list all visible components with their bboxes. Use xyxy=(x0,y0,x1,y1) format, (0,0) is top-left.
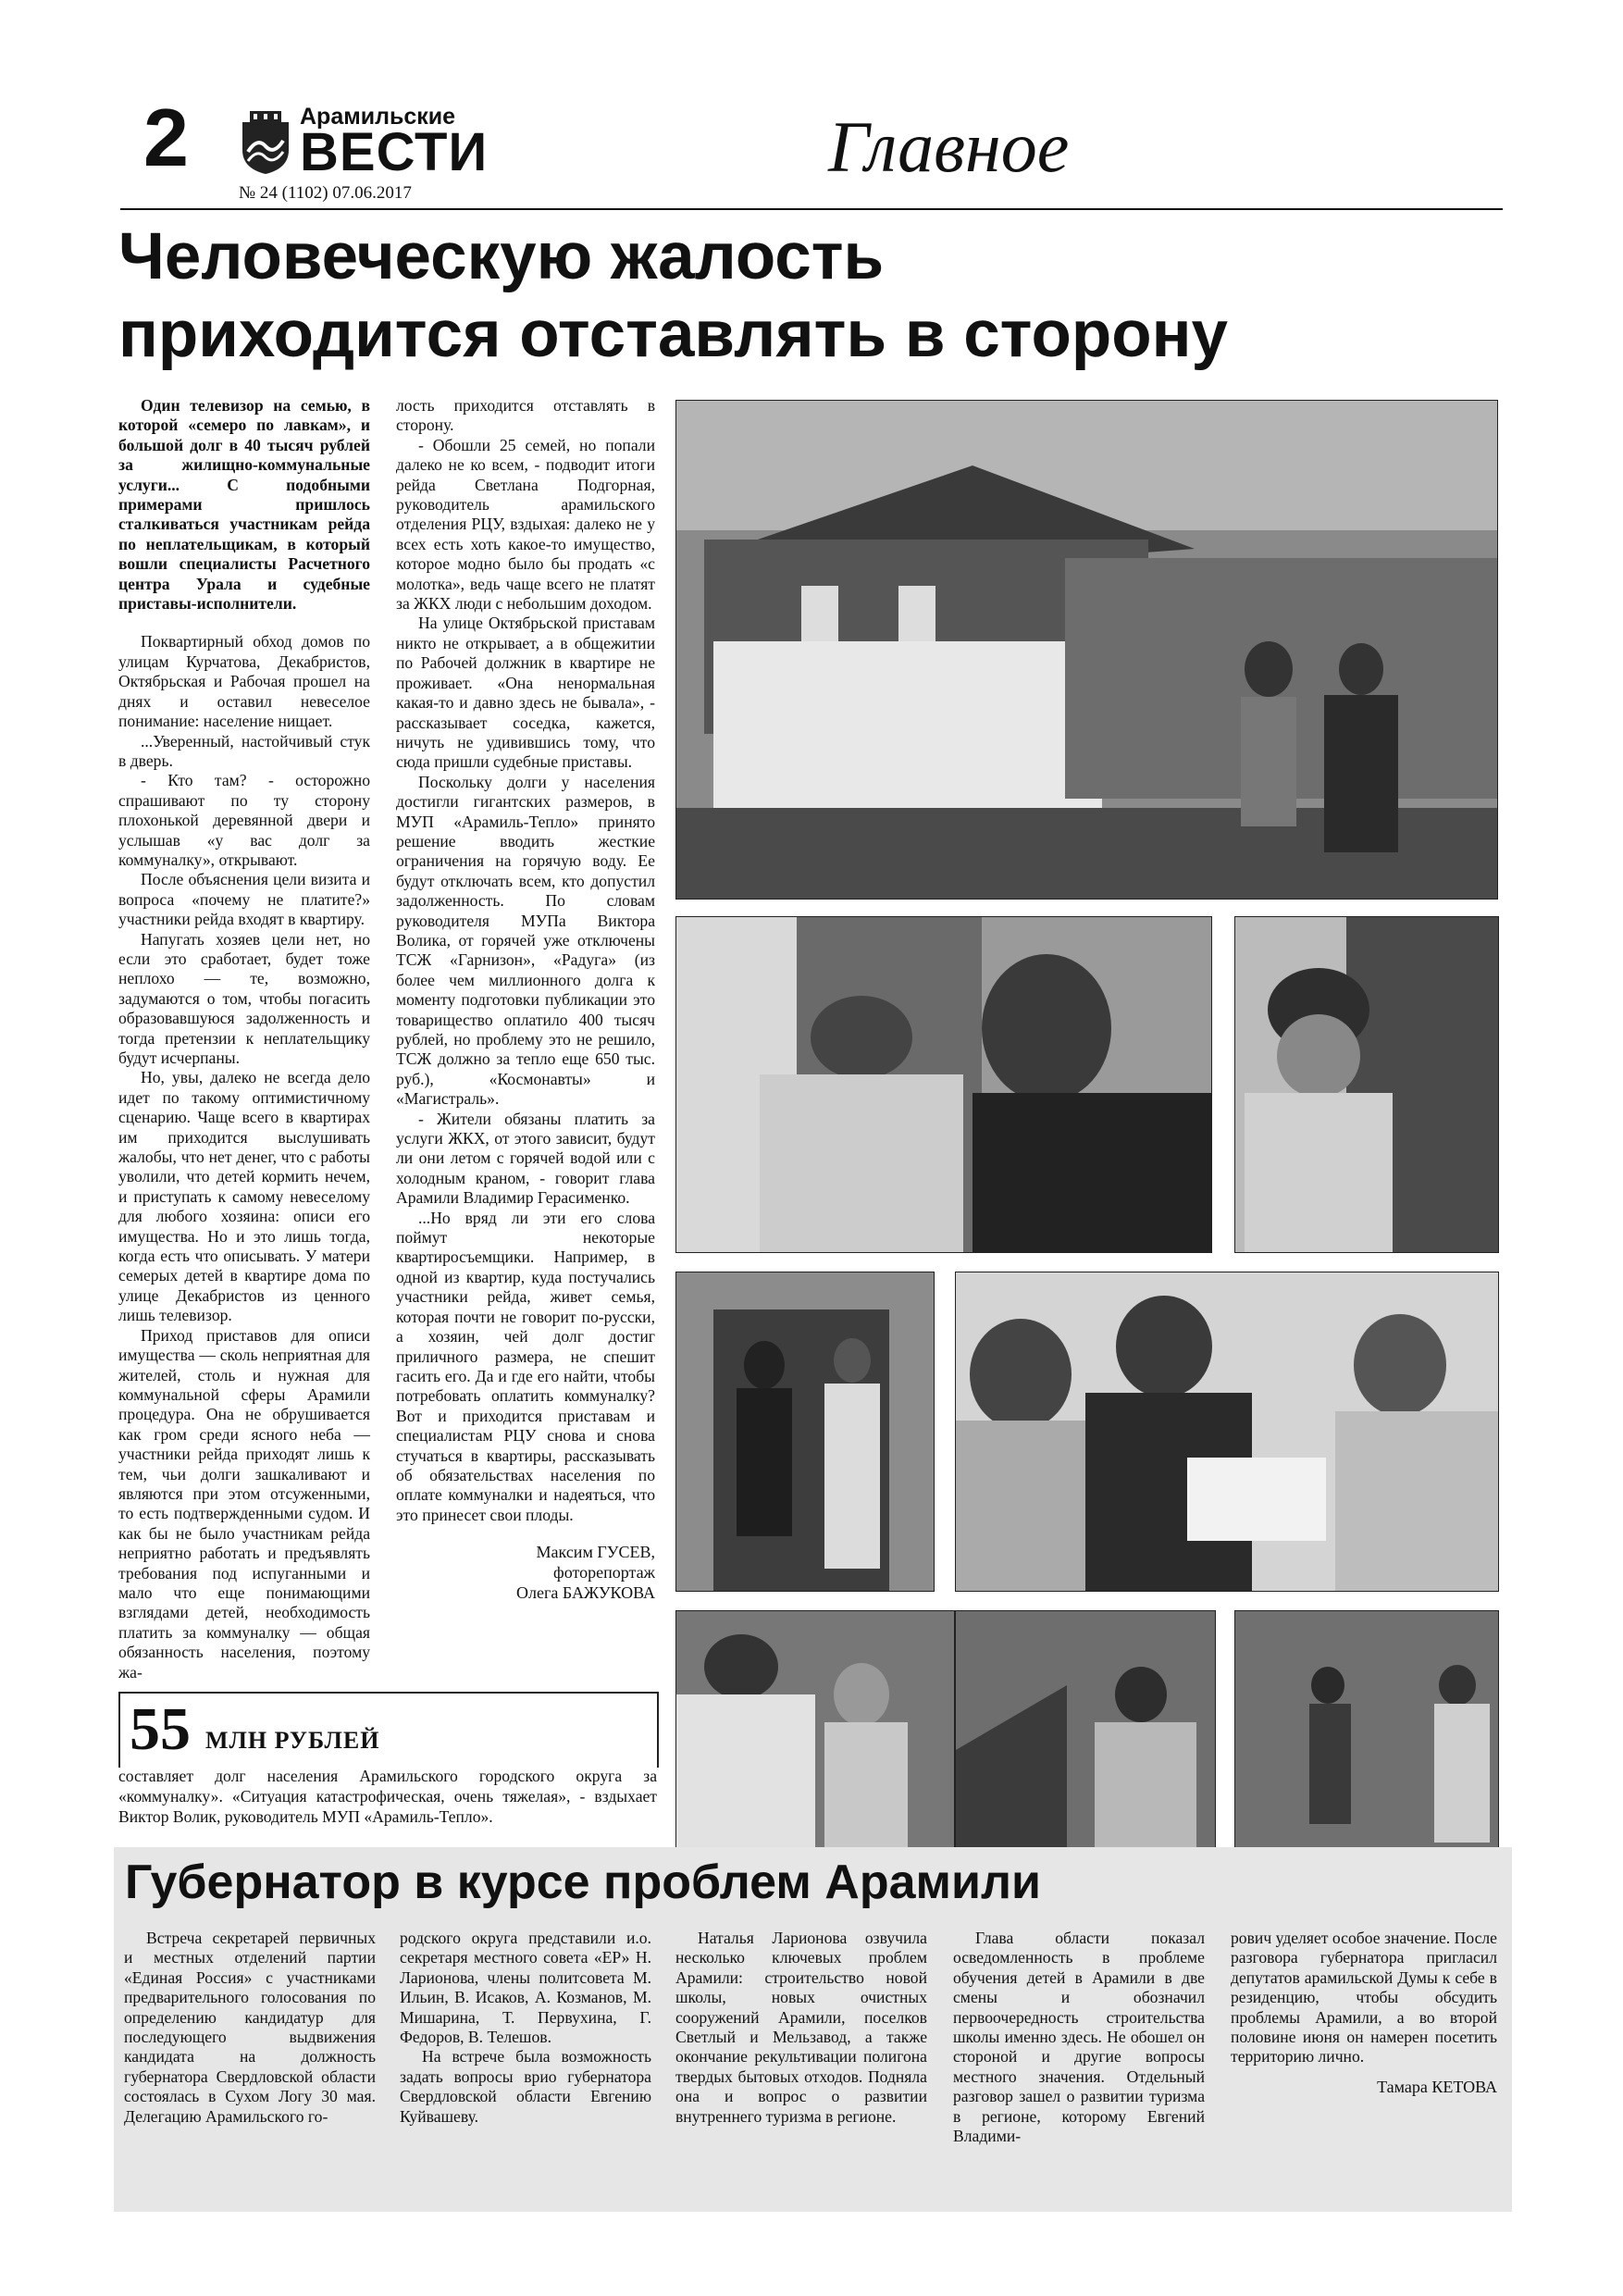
paragraph: родского округа представили и.о. секретаря местного совета «ЕР» Н. Ларионова, члены политсовета М. Ильин, В. Исаков, А. Козманов, М. Мишарина, Т. Первухина, Г. Федоров, В. Телешов. xyxy=(400,1929,651,2047)
article2-column-1 xyxy=(124,1929,376,2127)
paragraph: Поквартирный обход домов по улицам Курчатова, Декабристов, Октябрьская и Рабочая прошел на днях и оставил невеселое понимание: население нищает. xyxy=(118,632,370,731)
issue-number: № 24 (1102) 07.06.2017 xyxy=(239,183,412,203)
article-column-1 xyxy=(118,396,370,1682)
headline-line-1: Человеческую жалость xyxy=(118,220,885,293)
photo-staircase xyxy=(955,1610,1216,1849)
page-number: 2 xyxy=(143,92,189,183)
paragraph: Наталья Ларионова озвучила несколько ключевых проблем Арамили: строительство новой школы, новых очистных сооружений Арамили, поселков Светлый и Мельзавод, а также окончание рекультивации полигона твердых бытовых отходов. Подняла она и вопрос о развитии внутреннего туризма в регионе. xyxy=(675,1929,927,2126)
paragraph: Поскольку долги у населения достигли гигантских размеров, в МУП «Арамиль-Тепло» принято решение вводить жесткие ограничения на горячую воду. Ее будут отключать всем, кто допустил задолженность. По словам руководителя МУПа Виктора Волика, от горячей уже отключены ТСЖ «Гарнизон», «Радуга» (из более чем миллионного долга к моменту подготовки публикации это товарищество оплатило 400 тысяч рублей, но проблему это не решило, ТСЖ должно за тепло еще 650 тыс. руб.), «Космонавты» и «Магистраль». xyxy=(396,772,655,1109)
photographer-name: Олега БАЖУКОВА xyxy=(516,1583,655,1603)
newspaper-logo xyxy=(239,104,489,182)
section-rubric: Главное xyxy=(828,106,1070,187)
author-name: Максим ГУСЕВ, xyxy=(536,1543,655,1562)
paragraph: ...Уверенный, настойчивый стук в дверь. xyxy=(118,731,370,770)
city-crest-icon xyxy=(239,109,292,176)
paragraph: После объяснения цели визита и вопроса «почему не платите?» участники рейда входят в квартиру. xyxy=(118,870,370,929)
paragraph: ...Но вряд ли эти его слова поймут некоторые квартиросъемщики. Например, в одной из квартир, куда постучались участники рейда, живет семья, которая почти не говорит по-русски, а хозяин, чей долг достиг приличного размера, не спешит гасить его. Да и где его найти, чтобы потребовать оплатить коммуналку? Вот и приходится приставам и специалистам РЦУ снова и снова стучаться в квартиры, рассказывать об обязательствах населения по оплате коммуналки и надеяться, что это принесет свои плоды. xyxy=(396,1208,655,1524)
headline-line-2: приходится отставлять в сторону xyxy=(118,298,1228,371)
paragraph: - Жители обязаны платить за услуги ЖКХ, от этого зависит, будут ли они летом с горячей водой или с холодным краном, - говорит глава Арамили Владимир Герасименко. xyxy=(396,1109,655,1208)
header-rule xyxy=(120,208,1503,210)
paragraph: Приход приставов для описи имущества — сколь неприятная для жителей, столь и нужная для коммунальной сферы Арамили процедура. Она не обрушивается как гром среди ясного неба — участники рейда приходят лишь к тем, чьи долги зашкаливают и являются при этом отсуженными, то есть подтвержденными судом. И как бы не было участникам рейда неприятно работать и предъявлять требования под испуганными и мало что еще понимающими взглядами детей, необходимость платить за коммуналку — общая обязанность населения, поэтому жа- xyxy=(118,1325,370,1682)
paragraph: - Кто там? - осторожно спрашивают по ту сторону плохонькой деревянной двери и услышав «у вас долг за коммуналку», открывают. xyxy=(118,771,370,869)
debt-infobox-text: составляет долг населения Арамильского городского округа за «коммуналку». «Ситуация катастрофическая, очень тяжелая», - вздыхает Виктор Волик, руководитель МУП «Арамиль-Тепло». xyxy=(118,1767,657,1826)
photo-resident xyxy=(675,1610,955,1849)
paragraph: Но, увы, далеко не всегда дело идет по такому оптимистичному сценарию. Чаще всего в квартирах им приходится выслушивать жалобы, что нет денег, что с работы уволили, что детей кормить нечем, и приступать к самому невеселому для любого хозяина: описи его имущества. Но и это лишь тогда, когда есть что описывать. У матери семерых детей в квартире дома по улице Декабристов из ценного лишь телевизор. xyxy=(118,1068,370,1325)
author-signature xyxy=(396,1542,655,1603)
logo-small-text: Арамильские xyxy=(300,104,456,130)
article2-author: Тамара КЕТОВА xyxy=(1377,2077,1497,2096)
photo-door-inspection xyxy=(675,916,1212,1253)
article2-column-2 xyxy=(400,1929,651,2127)
debt-unit: МЛН РУБЛЕЙ xyxy=(205,1727,380,1754)
article-column-2 xyxy=(396,396,655,1603)
paragraph: На улице Октябрьской приставам никто не открывает, а в общежитии по Рабочей должник в квартире не проживает. «Она ненормальная какая-то и давно здесь не бывала», - рассказывает соседка, кажется, ничуть не удивившись тому, что сюда пришли судебные приставы. xyxy=(396,614,655,772)
article2-column-5 xyxy=(1231,1929,1497,2097)
article2-headline: Губернатор в курсе проблем Арамили xyxy=(125,1855,1041,1909)
paragraph: Встреча секретарей первичных и местных отделений партии «Единая Россия» с участниками предварительного голосования по определению кандидатур для последующего выдвижения кандидата на должность губернатора Свердловской области состоялась в Сухом Логу 30 мая. Делегацию Арамильского го- xyxy=(124,1929,376,2126)
photo-house-fence xyxy=(675,400,1498,900)
article2-column-4 xyxy=(953,1929,1205,2146)
paragraph: лость приходится отставлять в сторону. xyxy=(396,396,655,435)
paragraph: рович уделяет особое значение. После разговора губернатора пригласил депутатов арамильской Думы к себе в резиденцию, чтобы обсудить проблемы Арамили, а во второй половине июня он намерен посетить территорию лично. xyxy=(1231,1929,1497,2066)
article-lead: Один телевизор на семью, в которой «семеро по лавкам», и большой долг в 40 тысяч рублей за жилищно-коммунальные услуги... С подобными примерами пришлось сталкиваться участникам рейда по неплательщикам, в который вошли специалисты Расчетного центра Урала и судебные приставы-исполнители. xyxy=(118,396,370,614)
paragraph: - Обошли 25 семей, но попали далеко не ко всем, - подводит итоги рейда Светлана Подгорная, руководитель арамильского отделения РЦУ, вздыхая: далеко не у всех есть хоть какое-то имущество, которое модно было бы продать «с молотка», ведь чаще всего не платят за ЖКХ люди с небольшим доходом. xyxy=(396,435,655,614)
photo-document-review xyxy=(955,1272,1499,1592)
photo-doorway xyxy=(675,1272,935,1592)
paragraph: Глава области показал осведомленность в проблеме обучения детей в Арамили в две смены и обозначил первоочередность строительства школы именно здесь. Не обошел он стороной и другие вопросы местного значения. Отдельный разговор зашел о развитии туризма в регионе, которому Евгений Владими- xyxy=(953,1929,1205,2146)
article2-column-3 xyxy=(675,1929,927,2127)
debt-infobox xyxy=(118,1692,659,1768)
logo-big-text: ВЕСТИ xyxy=(300,122,489,182)
paragraph: Напугать хозяев цели нет, но если это сработает, будет тоже неплохо — те, возможно, задумаются о том, чтобы погасить образовавшуюся задолженность и тогда претензии к неплательщику будут исчерпаны. xyxy=(118,929,370,1067)
paragraph: На встрече была возможность задать вопросы врио губернатора Свердловской области Евгению Куйвашеву. xyxy=(400,2047,651,2126)
photo-fence-gate xyxy=(1234,1610,1499,1849)
article-headline xyxy=(118,218,1488,374)
photo-credit: фоторепортаж xyxy=(553,1563,655,1582)
photo-bailiff-door xyxy=(1234,916,1499,1253)
debt-number: 55 xyxy=(130,1695,191,1763)
